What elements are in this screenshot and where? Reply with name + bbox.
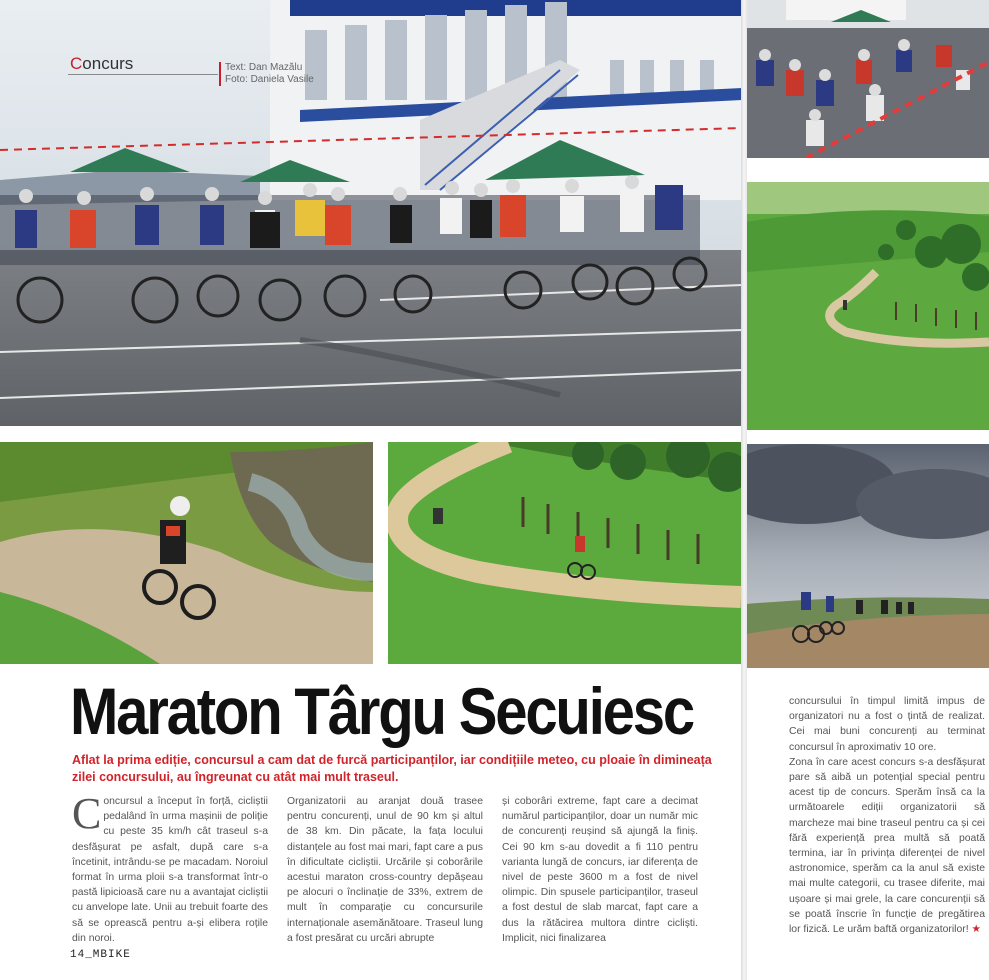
page-gutter [741,0,747,980]
body-column-4 [789,694,985,937]
section-label [70,54,133,74]
article-lead: Aflat la prima ediție, concursul a cam dat de furcă participanților, iar condițiile meteo, cu ploaie în dimineața zilei concursului, au îngreunat cu atât mai mult traseul. [72,753,712,784]
body-text-3: și coborâri extreme, fapt care a decimat numărul participanților, doar un număr mic de concurenți reușind să ajungă la finiș. Cei 90 km s-au dovedit a fi 110 pentru varianta lungă de concurs, iar diferența de nivel de peste 3600 m a fost de nivel olimpic. Din spusele participanților, traseul a fost destul de slab marcat, fapt care a dus la rătăcirea multora dintre cicliști. Implicit, nici finalizarea [502,796,698,944]
body-text-1: oncursul a început în forță, cicliștii pedalând în urma mașinii de poliție cu peste 35 km/h cât traseul s-a desfășurat pe asfalt, după care s-a încetinit, intrându-se pe macadam. Noroiul format în urma ploii s-a transformat într-o pastă lipicioasă care nu a avantajat cicliștii cu anvelope late. Unii au trebuit foarte des să se oprească pentru a-și elibera roțile din noroi. [72,796,268,944]
credit-text: Text: Dan Mazălu [225,62,303,73]
credit-photo: Foto: Daniela Vasile [225,74,314,85]
body-column-3 [502,794,698,946]
body-column-1 [72,789,268,946]
photo-green-valley [746,182,989,430]
end-mark-star-icon: ★ [971,924,981,936]
body-column-2 [287,794,483,946]
section-label-initial: C [70,54,83,73]
section-label-rest: oncurs [82,54,134,73]
credits [219,62,314,86]
body-text-4b-content: Zona în care acest concurs s-a desfășurat pare să aibă un potențial special pentru acest tip de concurs. Sperăm însă ca la următoarele ediții organizatorii să marcheze mai bine traseul pentru ca și cei fără experiență prea multă să poată termina, iar în privința diferenței de nivel astronomice, sperăm ca la anul să existe mai multe categorii, cu trasee diferite, mai ușoare și mai grele, la care concurenții să se poată înscrie în funcție de pregătirea lor fizică. Le urăm baftă organizatorilor! [789,756,985,936]
body-text-4a: concursului în timpul limită impus de organizatori nu a fost o țintă de realizat. Cei mai buni concurenți au terminat concursul în aproximativ 10 ore. [789,696,985,753]
article-title: Maraton Târgu Secuiesc [70,674,693,748]
body-text-2: Organizatorii au aranjat două trasee pentru concurenți, unul de 90 km și altul de 38 km. Din păcate, la fața locului distanțele au fost mai mari, fapt care a pus în dificultate cicliștii. Urcările și coborârile acestui maraton cross-country depășeau pe alocuri o înclinație de 33%, extrem de mult în comparație cu concursurile internaționale asemănătoare. Traseul lung a fost presărat cu urcări abrupte [287,796,483,944]
photo-winding-trail [388,442,741,664]
body-text-4b [789,755,985,937]
section-rule [68,74,218,75]
drop-cap: C [72,789,102,838]
photo-stormy-sky-riders [746,444,989,668]
photo-mud-rider [0,442,373,664]
page-folio: 14_MBIKE [70,949,131,961]
photo-peloton-aerial [746,0,989,158]
